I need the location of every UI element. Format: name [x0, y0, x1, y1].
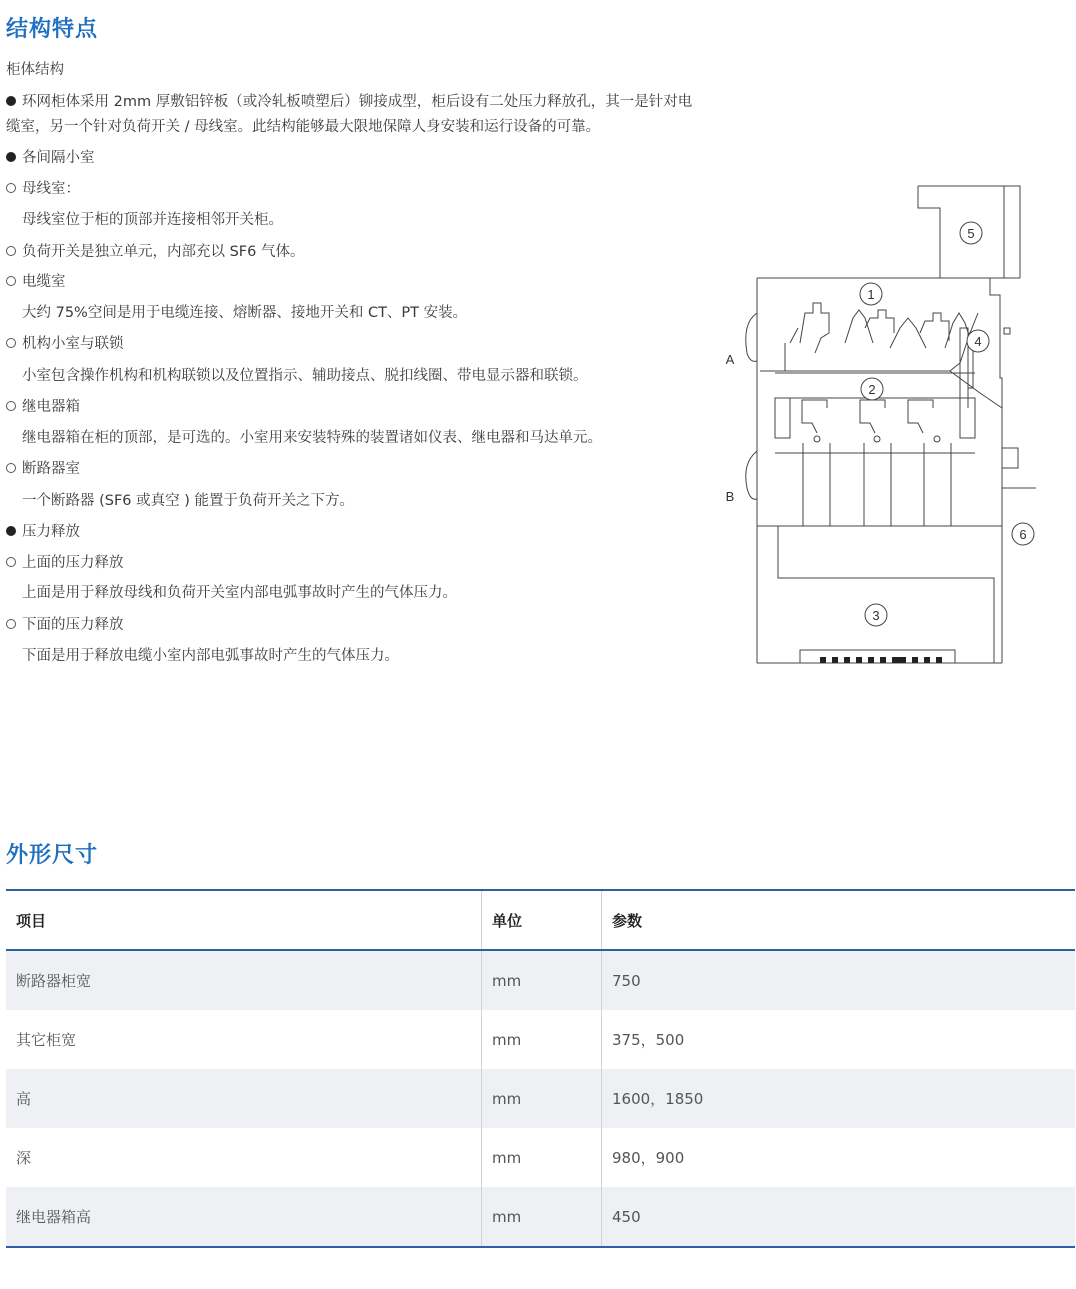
- cell-unit: mm: [482, 1128, 602, 1187]
- description-line: [6, 615, 124, 635]
- description-text: 环网柜体采用 2mm 厚敷铝锌板（或冷轧板喷塑后）铆接成型，柜后设有二处压力释放孔，其一是针对电: [22, 94, 693, 110]
- callout-4: 4: [974, 334, 982, 349]
- description-line: [6, 272, 66, 292]
- description-text: 压力释放: [22, 524, 80, 540]
- hollow-bullet-icon: [6, 619, 16, 629]
- description-text: 母线室：: [22, 181, 80, 197]
- description-line: [6, 148, 95, 168]
- cell-item: 断路器柜宽: [6, 950, 482, 1010]
- section-title-structure: 结构特点: [6, 17, 99, 42]
- description-line: [6, 553, 124, 573]
- hollow-bullet-icon: [6, 401, 16, 411]
- description-text: 电缆室: [22, 274, 66, 290]
- filled-bullet-icon: [6, 152, 16, 162]
- cell-unit: mm: [482, 1187, 602, 1247]
- description-line: [6, 334, 124, 354]
- description-line: [22, 583, 457, 603]
- cell-value: 450: [602, 1187, 1076, 1247]
- description-text: 母线室位于柜的顶部并连接相邻开关柜。: [22, 212, 283, 228]
- description-text: 继电器箱: [22, 399, 80, 415]
- description-line: [6, 242, 305, 262]
- description-text: 缆室，另一个针对负荷开关 / 母线室。此结构能够最大限地保障人身安装和运行设备的可靠。: [6, 119, 601, 135]
- table-row: [6, 1187, 1075, 1247]
- cell-unit: mm: [482, 1069, 602, 1128]
- description-text: 柜体结构: [6, 62, 64, 78]
- description-text: 下面的压力释放: [22, 617, 124, 633]
- table-row: [6, 1069, 1075, 1128]
- description-line: [22, 210, 283, 230]
- description-line: [6, 459, 80, 479]
- hollow-bullet-icon: [6, 183, 16, 193]
- description-line: [6, 397, 80, 417]
- cell-unit: mm: [482, 1010, 602, 1069]
- description-text: 负荷开关是独立单元，内部充以 SF6 气体。: [22, 244, 305, 260]
- description-text: 大约 75%空间是用于电缆连接、熔断器、接地开关和 CT、PT 安装。: [22, 305, 468, 321]
- cell-value: 980，900: [612, 1149, 685, 1167]
- callout-6: 6: [1019, 527, 1027, 542]
- callout-2: 2: [868, 382, 876, 397]
- hollow-bullet-icon: [6, 338, 16, 348]
- filled-bullet-icon: [6, 96, 16, 106]
- hollow-bullet-icon: [6, 557, 16, 567]
- cell-item: 深: [6, 1128, 482, 1187]
- description-line: [6, 179, 80, 199]
- description-line: [22, 366, 588, 386]
- cell-value: 750: [602, 950, 1076, 1010]
- description-line: [6, 92, 692, 112]
- header-value: 参数: [602, 890, 1076, 950]
- description-line: [22, 646, 399, 666]
- hollow-bullet-icon: [6, 246, 16, 256]
- description-text: 各间隔小室: [22, 150, 95, 166]
- header-item: 项目: [6, 890, 482, 950]
- description-line: [6, 117, 600, 137]
- section-title-dimensions: 外形尺寸: [6, 843, 99, 868]
- cell-value: 1600，1850: [602, 1069, 1076, 1128]
- header-unit: 单位: [482, 890, 602, 950]
- table-row: [6, 1128, 1075, 1187]
- description-line: [22, 303, 467, 323]
- callout-5: 5: [967, 226, 975, 241]
- description-text: 下面是用于释放电缆小室内部电弧事故时产生的气体压力。: [22, 648, 399, 664]
- table-header-row: [6, 890, 1075, 950]
- callout-1: 1: [867, 287, 875, 302]
- description-text: 断路器室: [22, 461, 80, 477]
- table-row: [6, 1010, 1075, 1069]
- label-a: A: [725, 352, 735, 367]
- hollow-bullet-icon: [6, 276, 16, 286]
- description-line: [6, 60, 64, 80]
- table-row: [6, 950, 1075, 1010]
- label-b: B: [725, 489, 735, 504]
- description-line: [22, 491, 354, 511]
- cell-item: 继电器箱高: [6, 1187, 482, 1247]
- dimensions-table: [6, 889, 1075, 1248]
- description-line: [22, 428, 602, 448]
- callout-3: 3: [872, 608, 880, 623]
- description-line: [6, 522, 80, 542]
- filled-bullet-icon: [6, 526, 16, 536]
- cell-value: 375，500: [612, 1031, 685, 1049]
- description-text: 上面的压力释放: [22, 555, 124, 571]
- description-text: 继电器箱在柜的顶部，是可选的。小室用来安装特殊的装置诸如仪表、继电器和马达单元。: [22, 430, 602, 446]
- cell-item: 高: [6, 1069, 482, 1128]
- description-text: 一个断路器 (SF6 或真空 ) 能置于负荷开关之下方。: [22, 493, 355, 509]
- description-text: 机构小室与联锁: [22, 336, 124, 352]
- description-text: 上面是用于释放母线和负荷开关室内部电弧事故时产生的气体压力。: [22, 585, 457, 601]
- hollow-bullet-icon: [6, 463, 16, 473]
- cell-unit: mm: [482, 950, 602, 1010]
- cell-item: 其它柜宽: [6, 1010, 482, 1069]
- cabinet-section-diagram: [720, 183, 1040, 668]
- description-text: 小室包含操作机构和机构联锁以及位置指示、辅助接点、脱扣线圈、带电显示器和联锁。: [22, 368, 588, 384]
